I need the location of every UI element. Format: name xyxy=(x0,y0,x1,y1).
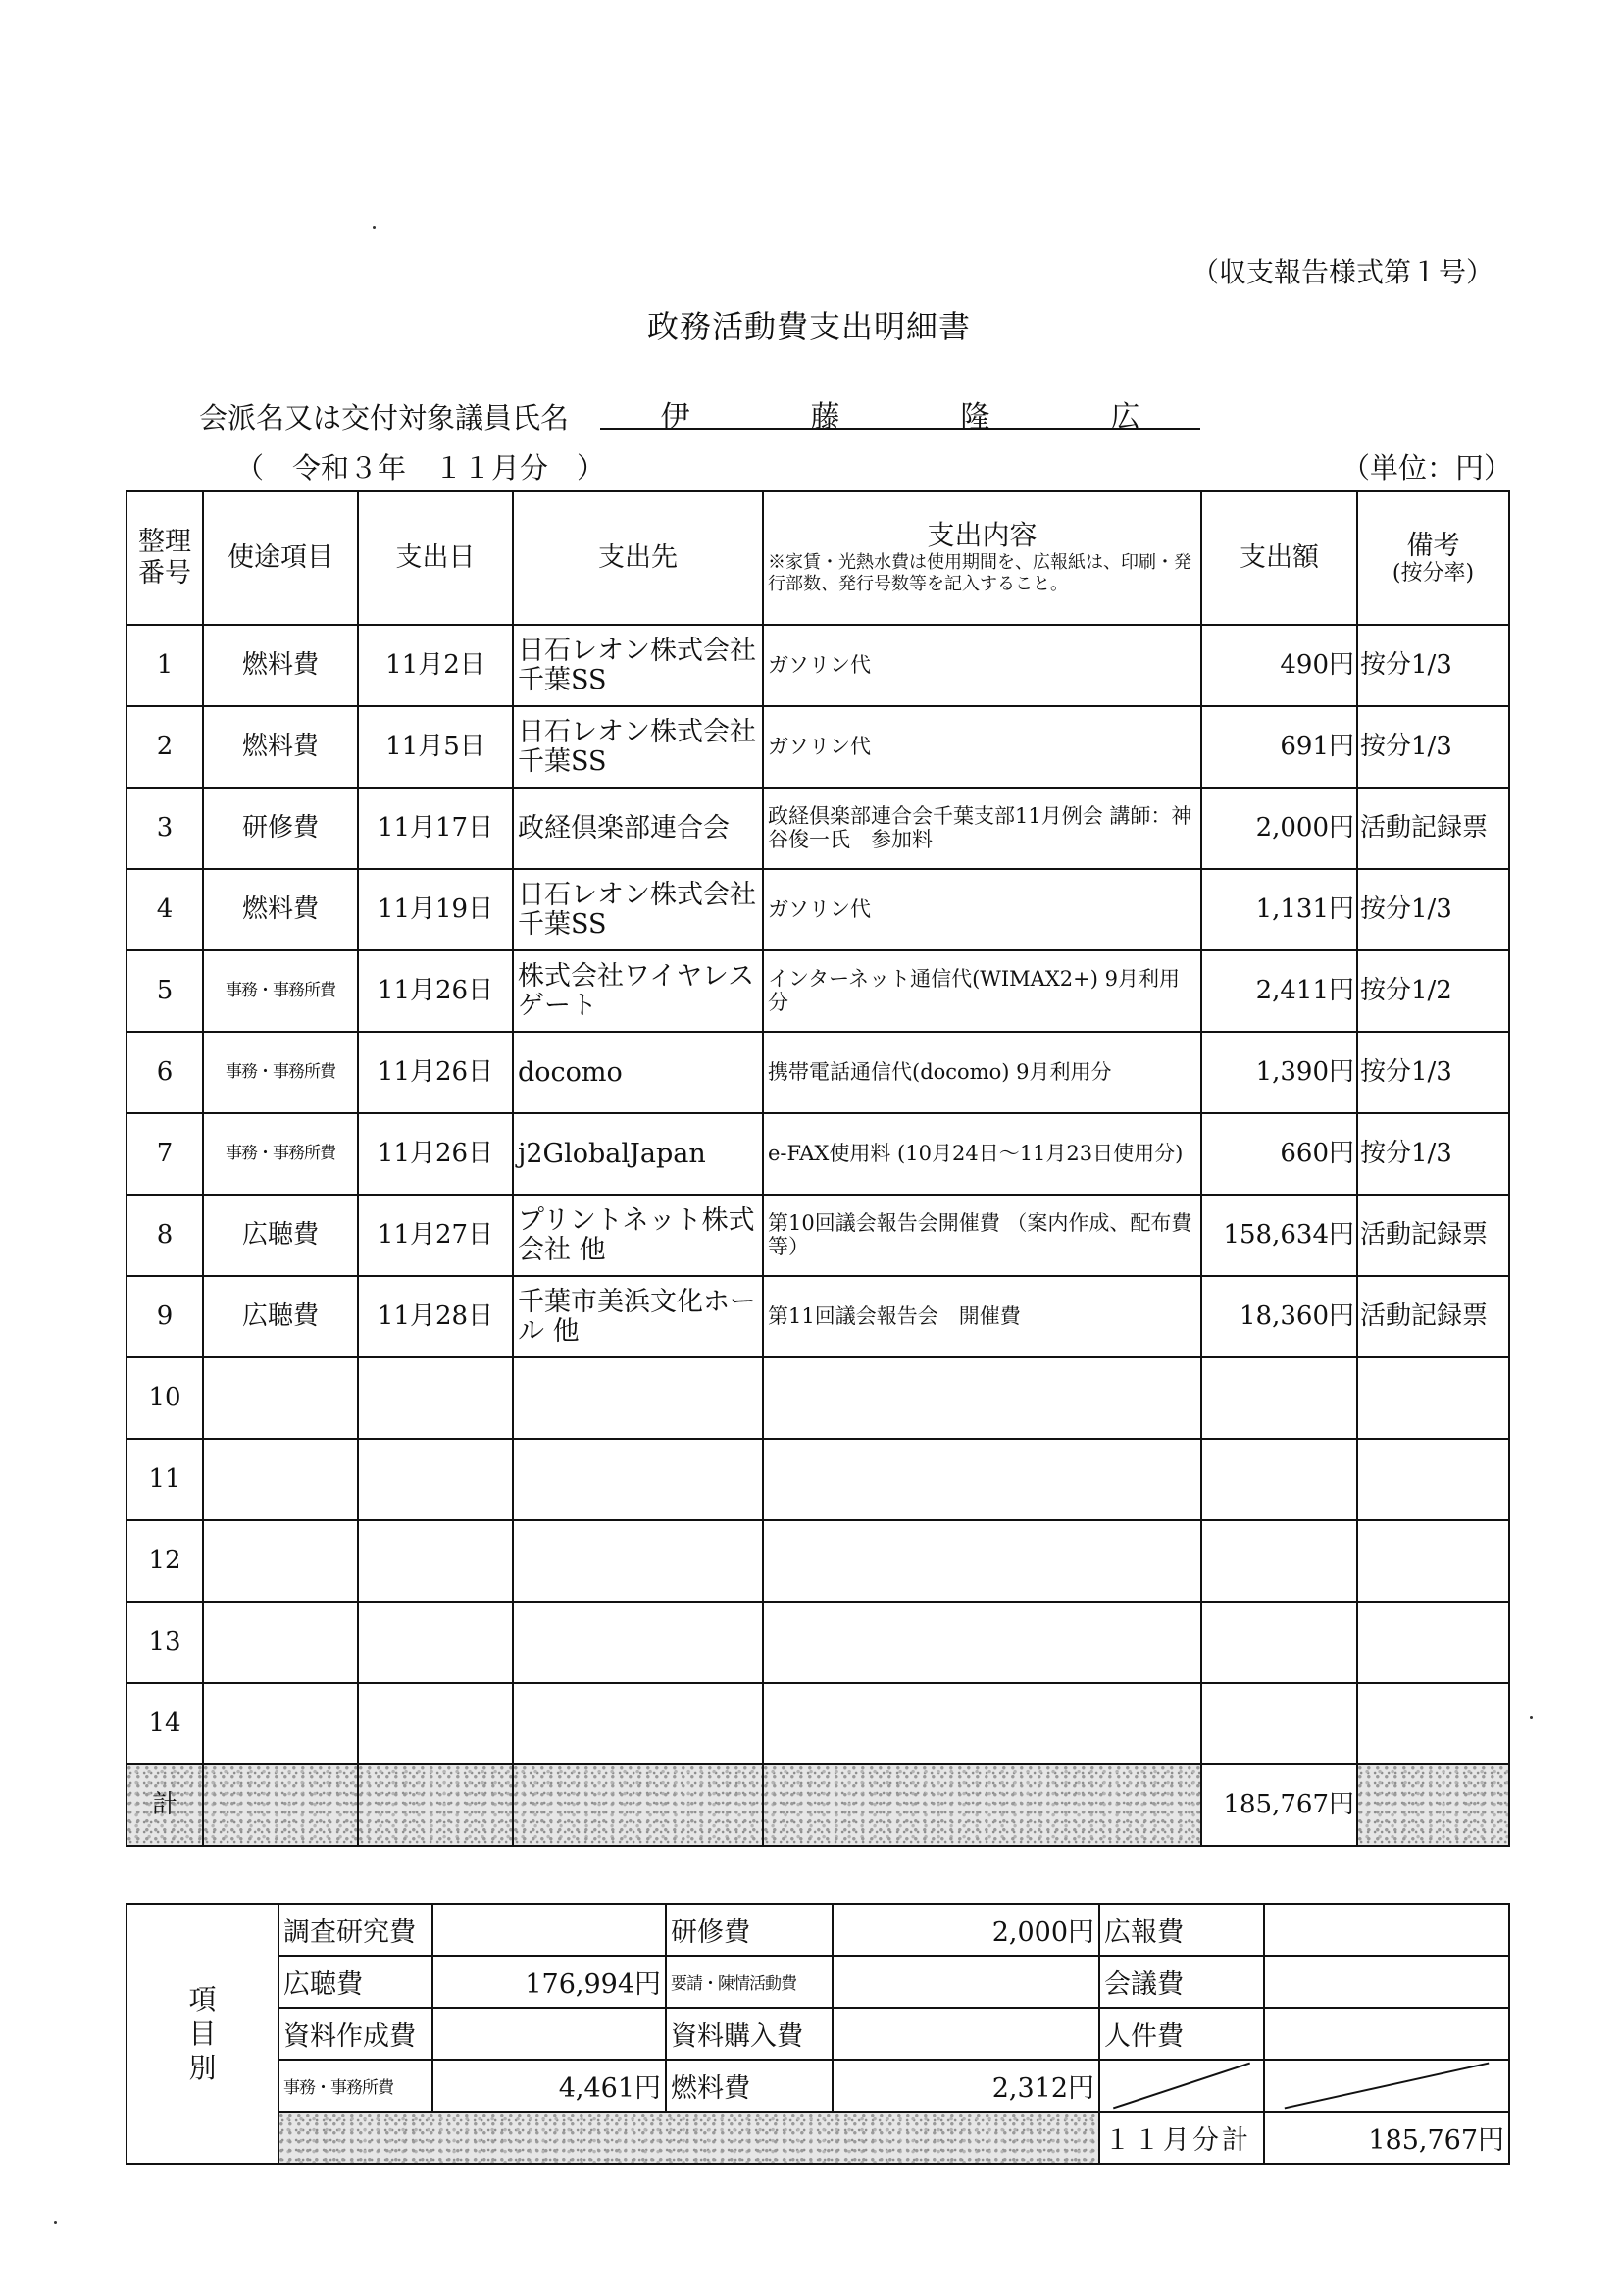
row-description: ガソリン代 xyxy=(763,625,1201,706)
table-header xyxy=(127,491,1509,625)
summary-label: 広報費 xyxy=(1099,1904,1264,1956)
month-total-value: 185,767円 xyxy=(1264,2112,1509,2164)
row-description: 政経倶楽部連合会千葉支部11月例会 講師：神谷俊一氏 参加料 xyxy=(763,788,1201,869)
row-category: 事務・事務所費 xyxy=(203,1113,358,1195)
row-amount: 158,634円 xyxy=(1201,1195,1357,1276)
summary-value xyxy=(833,2008,1099,2060)
row-payee: 千葉市美浜文化ホール 他 xyxy=(513,1276,763,1357)
row-note: 按分1/3 xyxy=(1357,1113,1509,1195)
summary-side-label-text: 項 目 別 xyxy=(188,1983,217,2084)
scan-speck xyxy=(54,2221,57,2224)
table-row xyxy=(127,1520,1509,1602)
row-date: 11月26日 xyxy=(358,1113,513,1195)
table-row xyxy=(127,1439,1509,1520)
row-date xyxy=(358,1439,513,1520)
currency-unit: （単位：円） xyxy=(1342,451,1513,485)
month-total-label: １１月分計 xyxy=(1099,2112,1264,2164)
table-row xyxy=(127,788,1509,869)
row-payee xyxy=(513,1357,763,1439)
table-row xyxy=(127,1032,1509,1113)
row-amount xyxy=(1201,1439,1357,1520)
row-category xyxy=(203,1602,358,1683)
row-note xyxy=(1357,1439,1509,1520)
table-row xyxy=(127,950,1509,1032)
report-period: （ 令和３年 １１月分 ） xyxy=(235,451,606,485)
summary-label: 広聴費 xyxy=(278,1956,432,2008)
table-row xyxy=(127,1357,1509,1439)
table-row xyxy=(127,1113,1509,1195)
summary-label: 会議費 xyxy=(1099,1956,1264,2008)
summary-label: 要請・陳情活動費 xyxy=(666,1956,833,2008)
row-category: 燃料費 xyxy=(203,869,358,950)
shaded-cell xyxy=(278,2112,1099,2164)
summary-value: 4,461円 xyxy=(432,2060,666,2112)
summary-value: 2,312円 xyxy=(833,2060,1099,2112)
row-payee: プリントネット株式会社 他 xyxy=(513,1195,763,1276)
row-number: 12 xyxy=(127,1520,203,1602)
row-description: ガソリン代 xyxy=(763,706,1201,788)
summary-value xyxy=(1264,2008,1509,2060)
row-number: 2 xyxy=(127,706,203,788)
row-number: 4 xyxy=(127,869,203,950)
col-header-date: 支出日 xyxy=(358,491,513,625)
member-name-label: 会派名又は交付対象議員氏名 xyxy=(199,401,570,434)
row-amount: 1,131円 xyxy=(1201,869,1357,950)
row-note: 活動記録票 xyxy=(1357,1195,1509,1276)
row-note xyxy=(1357,1520,1509,1602)
row-number: 7 xyxy=(127,1113,203,1195)
member-name-char: 隆 xyxy=(960,400,990,434)
row-payee: j2GlobalJapan xyxy=(513,1113,763,1195)
row-note: 按分1/3 xyxy=(1357,625,1509,706)
row-amount: 2,000円 xyxy=(1201,788,1357,869)
scan-speck xyxy=(373,226,376,229)
summary-value xyxy=(1264,1904,1509,1956)
row-payee: 株式会社ワイヤレスゲート xyxy=(513,950,763,1032)
row-description: インターネット通信代(WIMAX2+) 9月利用分 xyxy=(763,950,1201,1032)
table-row xyxy=(127,1195,1509,1276)
row-payee: 日石レオン株式会社千葉SS xyxy=(513,869,763,950)
shaded-cell xyxy=(203,1764,358,1846)
expense-table xyxy=(126,490,1510,1847)
row-description: 携帯電話通信代(docomo) 9月利用分 xyxy=(763,1032,1201,1113)
shaded-cell xyxy=(763,1764,1201,1846)
row-number: 8 xyxy=(127,1195,203,1276)
row-date xyxy=(358,1602,513,1683)
row-payee xyxy=(513,1439,763,1520)
row-date xyxy=(358,1520,513,1602)
row-payee xyxy=(513,1520,763,1602)
row-amount: 490円 xyxy=(1201,625,1357,706)
shaded-cell xyxy=(358,1764,513,1846)
summary-label: 研修費 xyxy=(666,1904,833,1956)
summary-value xyxy=(1264,1956,1509,2008)
row-number: 13 xyxy=(127,1602,203,1683)
summary-label: 資料作成費 xyxy=(278,2008,432,2060)
row-description: 第10回議会報告会開催費 （案内作成、配布費等） xyxy=(763,1195,1201,1276)
row-amount xyxy=(1201,1602,1357,1683)
summary-label: 人件費 xyxy=(1099,2008,1264,2060)
row-category: 広聴費 xyxy=(203,1195,358,1276)
diagonal-blank-cell xyxy=(1099,2060,1264,2112)
col-header-note xyxy=(1357,491,1509,625)
table-row xyxy=(127,869,1509,950)
summary-label: 事務・事務所費 xyxy=(278,2060,432,2112)
summary-label: 調査研究費 xyxy=(278,1904,432,1956)
row-description xyxy=(763,1683,1201,1764)
row-payee xyxy=(513,1602,763,1683)
row-category: 事務・事務所費 xyxy=(203,1032,358,1113)
row-amount xyxy=(1201,1683,1357,1764)
row-category: 広聴費 xyxy=(203,1276,358,1357)
row-date: 11月19日 xyxy=(358,869,513,950)
shaded-cell xyxy=(513,1764,763,1846)
row-date xyxy=(358,1683,513,1764)
summary-value xyxy=(432,1904,666,1956)
row-amount: 660円 xyxy=(1201,1113,1357,1195)
row-date: 11月2日 xyxy=(358,625,513,706)
form-number: （収支報告様式第１号） xyxy=(1191,256,1494,288)
desc-header-title: 支出内容 xyxy=(927,519,1038,552)
row-note: 按分1/3 xyxy=(1357,1032,1509,1113)
total-label: 計 xyxy=(127,1764,203,1846)
row-note: 按分1/2 xyxy=(1357,950,1509,1032)
member-name-char: 広 xyxy=(1110,400,1140,434)
desc-header-note: ※家賃・光熱水費は使用期間を、広報紙は、印刷・発行部数、発行号数等を記入すること。 xyxy=(768,551,1191,595)
row-category: 燃料費 xyxy=(203,706,358,788)
summary-label: 燃料費 xyxy=(666,2060,833,2112)
row-category xyxy=(203,1439,358,1520)
row-note: 按分1/3 xyxy=(1357,706,1509,788)
summary-value: 2,000円 xyxy=(833,1904,1099,1956)
summary-side-label xyxy=(127,1904,278,2164)
row-amount: 1,390円 xyxy=(1201,1032,1357,1113)
col-header-payee: 支出先 xyxy=(513,491,763,625)
row-number: 6 xyxy=(127,1032,203,1113)
row-date: 11月26日 xyxy=(358,1032,513,1113)
row-amount: 2,411円 xyxy=(1201,950,1357,1032)
table-row xyxy=(127,625,1509,706)
member-name xyxy=(600,392,1200,434)
table-row xyxy=(127,706,1509,788)
total-row xyxy=(127,1764,1509,1846)
col-header-desc xyxy=(763,491,1201,625)
row-category: 燃料費 xyxy=(203,625,358,706)
row-number: 10 xyxy=(127,1357,203,1439)
row-category: 事務・事務所費 xyxy=(203,950,358,1032)
row-payee: 政経倶楽部連合会 xyxy=(513,788,763,869)
row-note: 按分1/3 xyxy=(1357,869,1509,950)
col-header-amount: 支出額 xyxy=(1201,491,1357,625)
row-amount xyxy=(1201,1357,1357,1439)
row-number: 11 xyxy=(127,1439,203,1520)
row-payee: 日石レオン株式会社千葉SS xyxy=(513,706,763,788)
row-number: 14 xyxy=(127,1683,203,1764)
row-description: ガソリン代 xyxy=(763,869,1201,950)
shaded-cell xyxy=(1357,1764,1509,1846)
row-payee: docomo xyxy=(513,1032,763,1113)
row-description xyxy=(763,1602,1201,1683)
diagonal-blank-cell xyxy=(1264,2060,1509,2112)
note-header-sub: (按分率) xyxy=(1392,560,1475,586)
table-row xyxy=(127,1602,1509,1683)
row-note xyxy=(1357,1683,1509,1764)
note-header-title: 備考 xyxy=(1406,530,1460,561)
summary-label: 資料購入費 xyxy=(666,2008,833,2060)
row-date xyxy=(358,1357,513,1439)
row-payee: 日石レオン株式会社千葉SS xyxy=(513,625,763,706)
row-amount: 18,360円 xyxy=(1201,1276,1357,1357)
scan-speck xyxy=(1530,1716,1533,1719)
member-name-char: 伊 xyxy=(660,400,690,434)
row-category xyxy=(203,1520,358,1602)
summary-value xyxy=(833,1956,1099,2008)
table-row xyxy=(127,1683,1509,1764)
row-description: 第11回議会報告会 開催費 xyxy=(763,1276,1201,1357)
row-description xyxy=(763,1439,1201,1520)
row-category xyxy=(203,1683,358,1764)
row-note: 活動記録票 xyxy=(1357,788,1509,869)
row-number: 5 xyxy=(127,950,203,1032)
row-description xyxy=(763,1520,1201,1602)
category-summary-table xyxy=(126,1903,1510,2165)
table-row xyxy=(127,1276,1509,1357)
row-date: 11月28日 xyxy=(358,1276,513,1357)
row-date: 11月26日 xyxy=(358,950,513,1032)
summary-value xyxy=(432,2008,666,2060)
row-number: 1 xyxy=(127,625,203,706)
row-date: 11月27日 xyxy=(358,1195,513,1276)
row-amount: 691円 xyxy=(1201,706,1357,788)
row-description: e-FAX使用料 (10月24日～11月23日使用分) xyxy=(763,1113,1201,1195)
summary-value: 176,994円 xyxy=(432,1956,666,2008)
row-payee xyxy=(513,1683,763,1764)
document-title: 政務活動費支出明細書 xyxy=(647,308,972,345)
row-note xyxy=(1357,1602,1509,1683)
row-note: 活動記録票 xyxy=(1357,1276,1509,1357)
row-description xyxy=(763,1357,1201,1439)
member-name-char: 藤 xyxy=(810,400,840,434)
total-amount: 185,767円 xyxy=(1201,1764,1357,1846)
row-number: 3 xyxy=(127,788,203,869)
row-amount xyxy=(1201,1520,1357,1602)
row-category xyxy=(203,1357,358,1439)
col-header-num: 整理番号 xyxy=(127,491,203,625)
row-date: 11月17日 xyxy=(358,788,513,869)
col-header-category: 使途項目 xyxy=(203,491,358,625)
row-date: 11月5日 xyxy=(358,706,513,788)
row-note xyxy=(1357,1357,1509,1439)
row-number: 9 xyxy=(127,1276,203,1357)
row-category: 研修費 xyxy=(203,788,358,869)
